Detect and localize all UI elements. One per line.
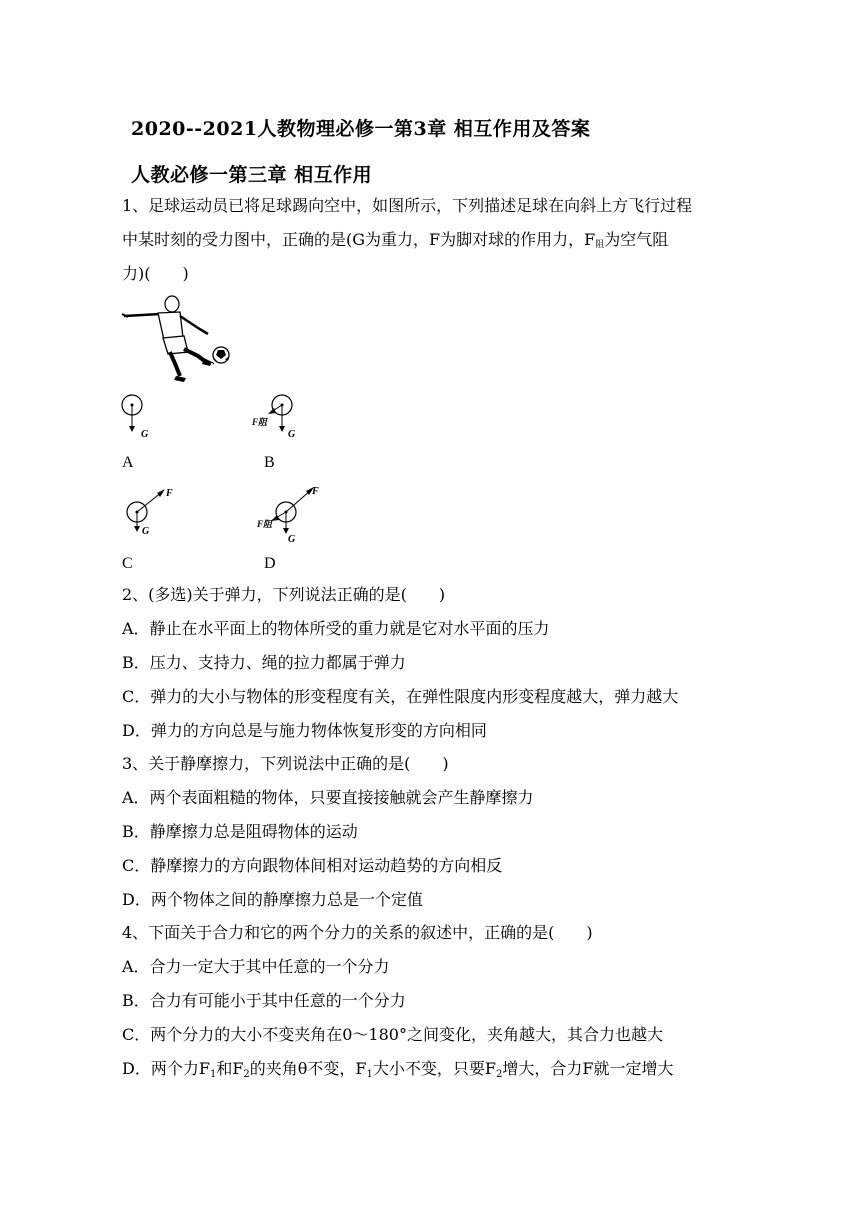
q4-option-d-sub2: 2 bbox=[243, 1069, 250, 1080]
q3-option-c[interactable]: C．静摩擦力的方向跟物体间相对运动趋势的方向相反 bbox=[122, 856, 503, 875]
drag-arrowhead bbox=[271, 515, 279, 521]
q2-option-c[interactable]: C．弹力的大小与物体的形变程度有关，在弹性限度内形变程度越大，弹力越大 bbox=[122, 687, 679, 706]
q4-option-d-text: 和F bbox=[216, 1059, 244, 1078]
drag-label: F阻 bbox=[257, 519, 273, 529]
option-d-force-diagram bbox=[254, 480, 324, 546]
gravity-label: G bbox=[288, 429, 296, 440]
section-title: 人教必修一第三章 相互作用 bbox=[131, 164, 373, 186]
q4-option-a[interactable]: A．合力一定大于其中任意的一个分力 bbox=[122, 957, 390, 976]
q1-stem-line3: 力)( ) bbox=[122, 264, 189, 283]
q3-option-d[interactable]: D．两个物体之间的静摩擦力总是一个定值 bbox=[122, 890, 423, 909]
gravity-label: G bbox=[142, 526, 150, 537]
q1-stem-line1: 1、足球运动员已将足球踢向空中，如图所示，下列描述足球在向斜上方飞行过程 bbox=[122, 196, 693, 215]
q1-stem-line2-text: 中某时刻的受力图中，正确的是(G为重力，F为脚对球的作用力，F bbox=[122, 230, 596, 249]
q3-option-b[interactable]: B．静摩擦力总是阻碍物体的运动 bbox=[122, 822, 358, 841]
gravity-arrowhead bbox=[129, 426, 135, 432]
option-a-force-diagram bbox=[118, 392, 168, 444]
q4-option-d-text: 大小不变，只要F bbox=[372, 1059, 497, 1078]
gravity-arrowhead bbox=[134, 526, 140, 532]
option-b-force-diagram bbox=[250, 392, 302, 444]
q2-option-a[interactable]: A．静止在水平面上的物体所受的重力就是它对水平面的压力 bbox=[122, 619, 550, 638]
kick-force-arrow-line bbox=[286, 490, 311, 512]
q1-stem-line2-sub: 阻 bbox=[595, 240, 605, 250]
q3-stem: 3、关于静摩擦力，下列说法中正确的是( ) bbox=[122, 754, 449, 773]
drag-label: F阻 bbox=[252, 417, 268, 427]
option-a-label[interactable]: A bbox=[122, 454, 134, 471]
gravity-label: G bbox=[288, 534, 296, 545]
kick-force-arrow-line bbox=[137, 492, 162, 512]
option-c-force-diagram bbox=[118, 482, 178, 538]
option-d-label[interactable]: D bbox=[264, 555, 276, 572]
q1-stem-line2-tail: 为空气阻 bbox=[604, 230, 669, 249]
q4-option-b[interactable]: B．合力有可能小于其中任意的一个分力 bbox=[122, 991, 406, 1010]
option-c-label[interactable]: C bbox=[122, 555, 133, 572]
q2-option-b[interactable]: B．压力、支持力、绳的拉力都属于弹力 bbox=[122, 653, 406, 672]
q1-stem-line2 bbox=[122, 232, 668, 250]
q4-option-d-sub3: 1 bbox=[366, 1069, 373, 1080]
q4-option-d-sub1: 1 bbox=[209, 1069, 217, 1080]
q4-option-d-sub4: 2 bbox=[496, 1069, 503, 1080]
q4-option-d-text: 的夹角θ不变，F bbox=[249, 1059, 367, 1078]
q2-option-d[interactable]: D．弹力的方向总是与施力物体恢复形变的方向相同 bbox=[122, 721, 487, 740]
drag-arrowhead bbox=[268, 408, 276, 414]
q4-option-d[interactable] bbox=[122, 1061, 674, 1080]
q4-option-d-text: 增大，合力F就一定增大 bbox=[502, 1059, 674, 1078]
gravity-arrowhead bbox=[279, 426, 285, 432]
q4-option-c[interactable]: C．两个分力的大小不变夹角在0～180°之间变化，夹角越大，其合力也越大 bbox=[122, 1025, 663, 1044]
kick-force-arrowhead bbox=[157, 489, 165, 497]
document-title: 2020--2021人教物理必修一第3章 相互作用及答案 bbox=[131, 118, 591, 140]
kick-force-label: F bbox=[312, 486, 319, 497]
gravity-label: G bbox=[141, 429, 149, 440]
soccer-player-illustration bbox=[120, 294, 238, 386]
q4-option-d-text: D．两个力F bbox=[122, 1059, 210, 1078]
option-b-label[interactable]: B bbox=[264, 454, 275, 471]
q3-option-a[interactable]: A．两个表面粗糙的物体，只要直接接触就会产生静摩擦力 bbox=[122, 788, 534, 807]
q2-stem: 2、(多选)关于弹力，下列说法正确的是( ) bbox=[122, 585, 446, 604]
kick-force-label: F bbox=[166, 488, 173, 499]
q4-stem: 4、下面关于合力和它的两个分力的关系的叙述中，正确的是( ) bbox=[122, 923, 593, 942]
